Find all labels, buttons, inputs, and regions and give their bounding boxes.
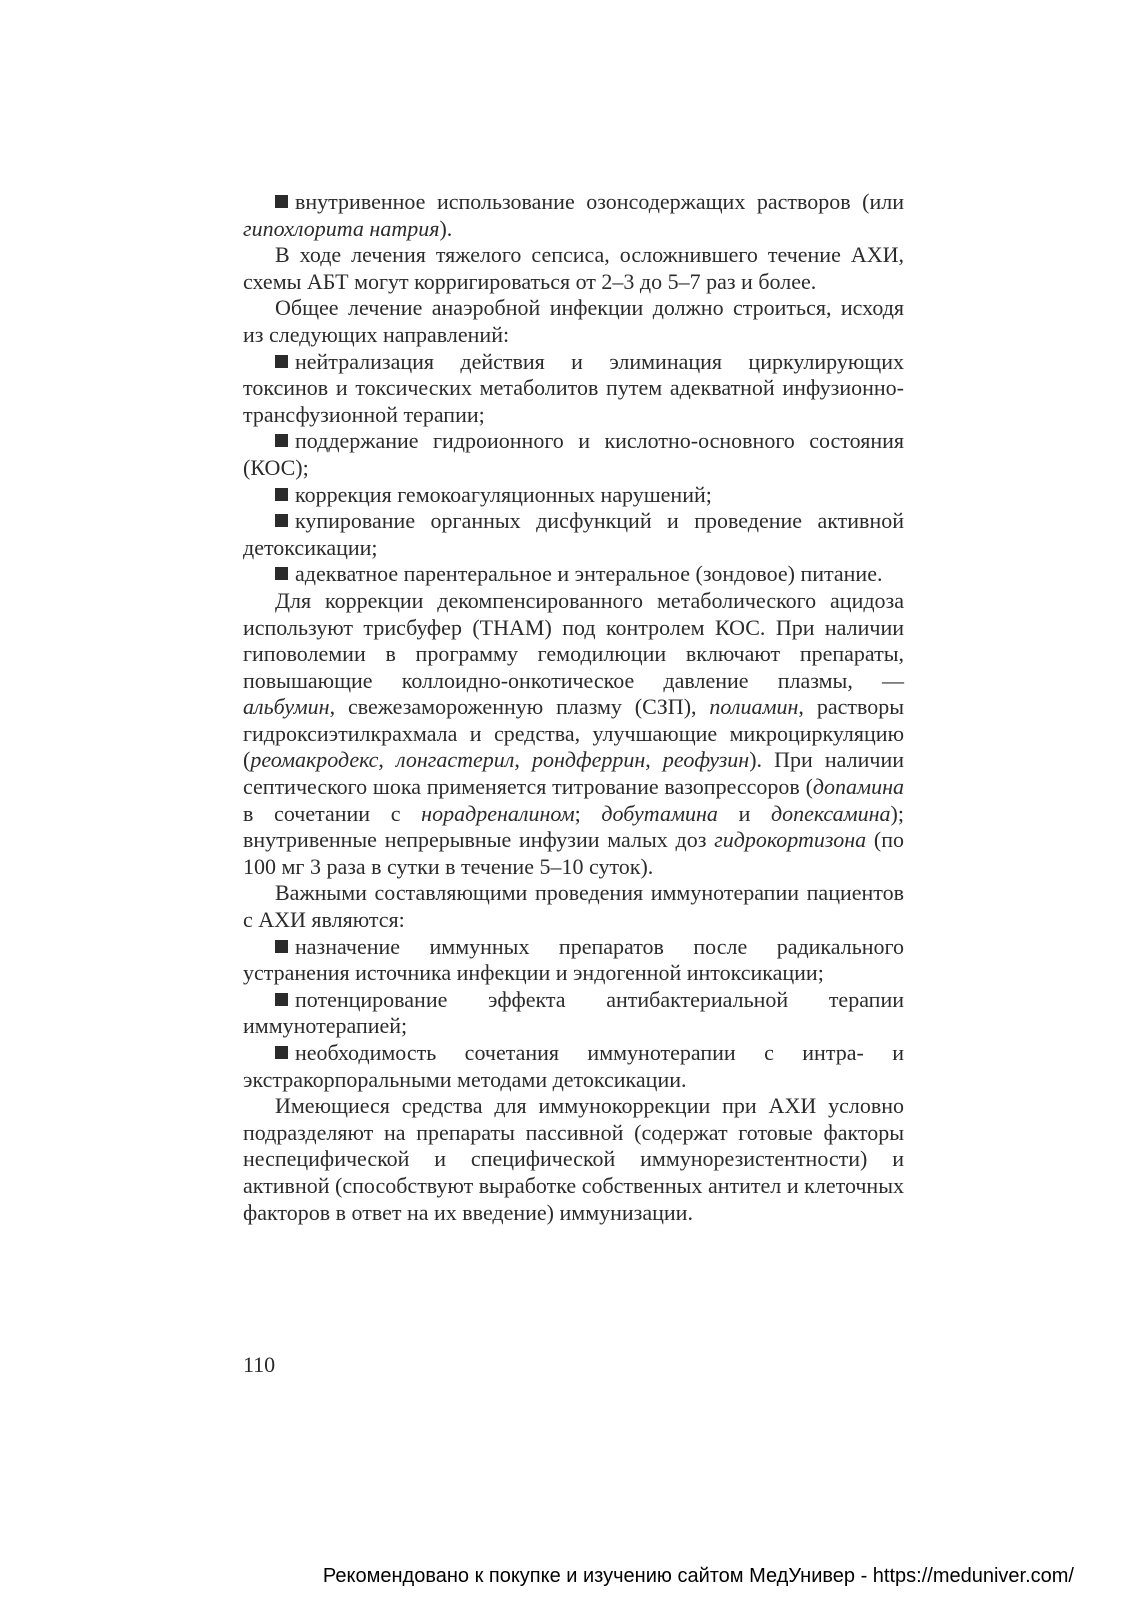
square-bullet-icon: [275, 993, 288, 1006]
bullet-item-neutralization: нейтрализация действия и элиминация циркулирующих токсинов и токсических метаболитов путем адекватной инфузионно-трансфузионной терапии;: [243, 348, 904, 427]
square-bullet-icon: [275, 434, 288, 447]
square-bullet-icon: [275, 514, 288, 527]
paragraph-acidosis: Для коррекции декомпенсированного метаболического ацидоза используют трисбуфер (THAM) под контролем КОС. При наличии гиповолемии в программу гемодилюции включают препараты, повышающие коллоидно-онкотическое давление плазмы, — альбумин, свежезамороженную плазму (СЗП), полиамин, растворы гидроксиэтилкрахмала и средства, улучшающие микроциркуляцию (реомакродекс, лонгастерил, рондферрин, реофузин). При наличии септического шока применяется титрование вазопрессоров (допамина в сочетании с норадреналином; добутамина и допексамина); внутривенные непрерывные инфузии малых доз гидрокортизона (по 100 мг 3 раза в сутки в течение 5–10 суток).: [243, 587, 904, 879]
square-bullet-icon: [275, 1046, 288, 1059]
page-number: 110: [243, 1352, 276, 1377]
paragraph-general-treatment: Общее лечение анаэробной инфекции должно строиться, исходя из следующих направлений:: [243, 295, 904, 347]
bullet-item-immune-drugs: назначение иммунных препаратов после радикального устранения источника инфекции и эндогенной интоксикации;: [243, 933, 904, 986]
square-bullet-icon: [275, 940, 288, 953]
bullet-item-kos: поддержание гидроионного и кислотно-основного состояния (КОС);: [243, 428, 904, 480]
bullet-item-hemocoagulation: коррекция гемокоагуляционных нарушений;: [243, 482, 904, 509]
square-bullet-icon: [275, 567, 288, 580]
paragraph-immunotherapy: Важными составляющими проведения иммунотерапии пациентов с АХИ являются:: [243, 880, 904, 933]
paragraph-sepsis: В ходе лечения тяжелого сепсиса, осложнившего течение АХИ, схемы АБТ могут корригироваться от 2–3 до 5–7 раз и более.: [243, 242, 904, 294]
square-bullet-icon: [275, 355, 288, 368]
bullet-item-organ-dysfunction: купирование органных дисфункций и проведение активной детоксикации;: [243, 508, 904, 560]
square-bullet-icon: [275, 488, 288, 501]
bullet-item-nutrition: адекватное парентеральное и энтеральное (зондовое) питание.: [243, 561, 904, 588]
bullet-item-potentiation: потенцирование эффекта антибактериальной терапии иммунотерапией;: [243, 986, 904, 1039]
square-bullet-icon: [275, 195, 288, 208]
bullet-item-combination: необходимость сочетания иммунотерапии с интра- и экстракорпоральными методами детоксикации.: [243, 1040, 904, 1092]
paragraph-immunocorrection: Имеющиеся средства для иммунокоррекции при АХИ условно подразделяют на препараты пассивной (содержат готовые факторы неспецифической и специфической иммунорезистентности) и активной (способствуют выработке собственных антител и клеточных факторов в ответ на их введение) иммунизации.: [243, 1093, 904, 1225]
bullet-item-ozone: внутривенное использование озонсодержащих растворов (или гипохлорита натрия).: [243, 189, 904, 241]
footer-recommendation: Рекомендовано к покупке и изучению сайтом МедУнивер - https://meduniver.com/: [322, 1565, 1074, 1587]
body-text: [243, 189, 904, 1226]
